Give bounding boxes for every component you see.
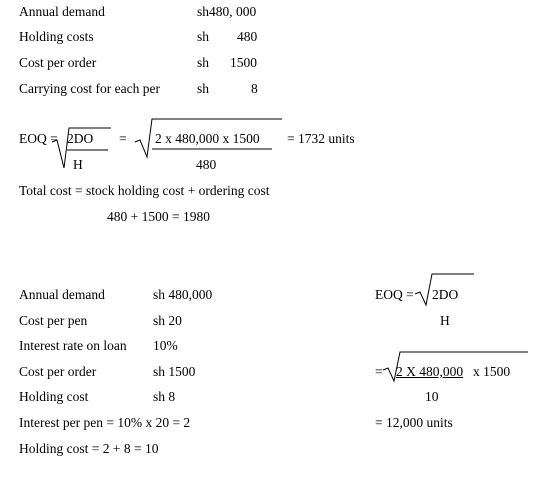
s1-total-cost-line: Total cost = stock holding cost + ordering cost xyxy=(19,183,270,198)
s1-eoq-denominator: H xyxy=(73,157,83,172)
s2-eoq-lhs: EOQ = xyxy=(375,287,414,302)
s2-eoq-sub-numerator-a: 2 X 480,000 xyxy=(396,364,464,379)
s1-row-prefix: sh xyxy=(197,81,210,96)
s2-row-label: Annual demand xyxy=(19,287,105,302)
s1-eoq-lhs: EOQ = xyxy=(19,131,58,146)
s2-row-value: sh 1500 xyxy=(153,364,196,379)
s1-row-value: 480 xyxy=(237,29,258,44)
s2-interest-line: Interest per pen = 10% x 20 = 2 xyxy=(19,415,191,430)
s2-eoq-denominator: H xyxy=(440,313,450,328)
s1-row-label: Cost per order xyxy=(19,55,97,70)
s2-eoq-sub-numerator-b: x 1500 xyxy=(473,364,511,379)
s1-eoq-result: = 1732 units xyxy=(287,131,355,146)
s2-row-value: 10% xyxy=(153,338,178,353)
s1-eoq-sub-numerator: 2 x 480,000 x 1500 xyxy=(155,131,260,146)
s1-total-cost-calc: 480 + 1500 = 1980 xyxy=(107,209,210,224)
s2-row-value: sh 8 xyxy=(153,389,176,404)
s2-eoq-numerator: 2DO xyxy=(432,287,459,302)
s2-row-value: sh 20 xyxy=(153,313,182,328)
s2-radical-small xyxy=(415,274,474,305)
s1-row-label: Holding costs xyxy=(19,29,94,44)
s1-row-prefix: sh xyxy=(197,55,210,70)
s2-row-value: sh 480,000 xyxy=(153,287,213,302)
s1-eoq-equals: = xyxy=(119,131,127,146)
s1-row-prefix: sh480, 000 xyxy=(197,4,257,19)
s2-eoq-sub-denominator: 10 xyxy=(425,389,439,404)
s1-row-value: 1500 xyxy=(230,55,257,70)
s1-row-prefix: sh xyxy=(197,29,210,44)
s2-radical-large xyxy=(383,352,528,381)
s1-row-label: Annual demand xyxy=(19,4,105,19)
s1-row-value: 8 xyxy=(251,81,258,96)
s2-row-label: Cost per pen xyxy=(19,313,88,328)
s2-row-label: Cost per order xyxy=(19,364,97,379)
s2-row-label: Interest rate on loan xyxy=(19,338,127,353)
s2-eoq-sub-prefix: = xyxy=(375,364,383,379)
s1-row-label: Carrying cost for each per xyxy=(19,81,160,96)
s2-holding-line: Holding cost = 2 + 8 = 10 xyxy=(19,441,159,456)
s2-eoq-result: = 12,000 units xyxy=(375,415,453,430)
s1-eoq-sub-denominator: 480 xyxy=(196,157,217,172)
s1-eoq-numerator: 2DO xyxy=(67,131,94,146)
s2-row-label: Holding cost xyxy=(19,389,89,404)
